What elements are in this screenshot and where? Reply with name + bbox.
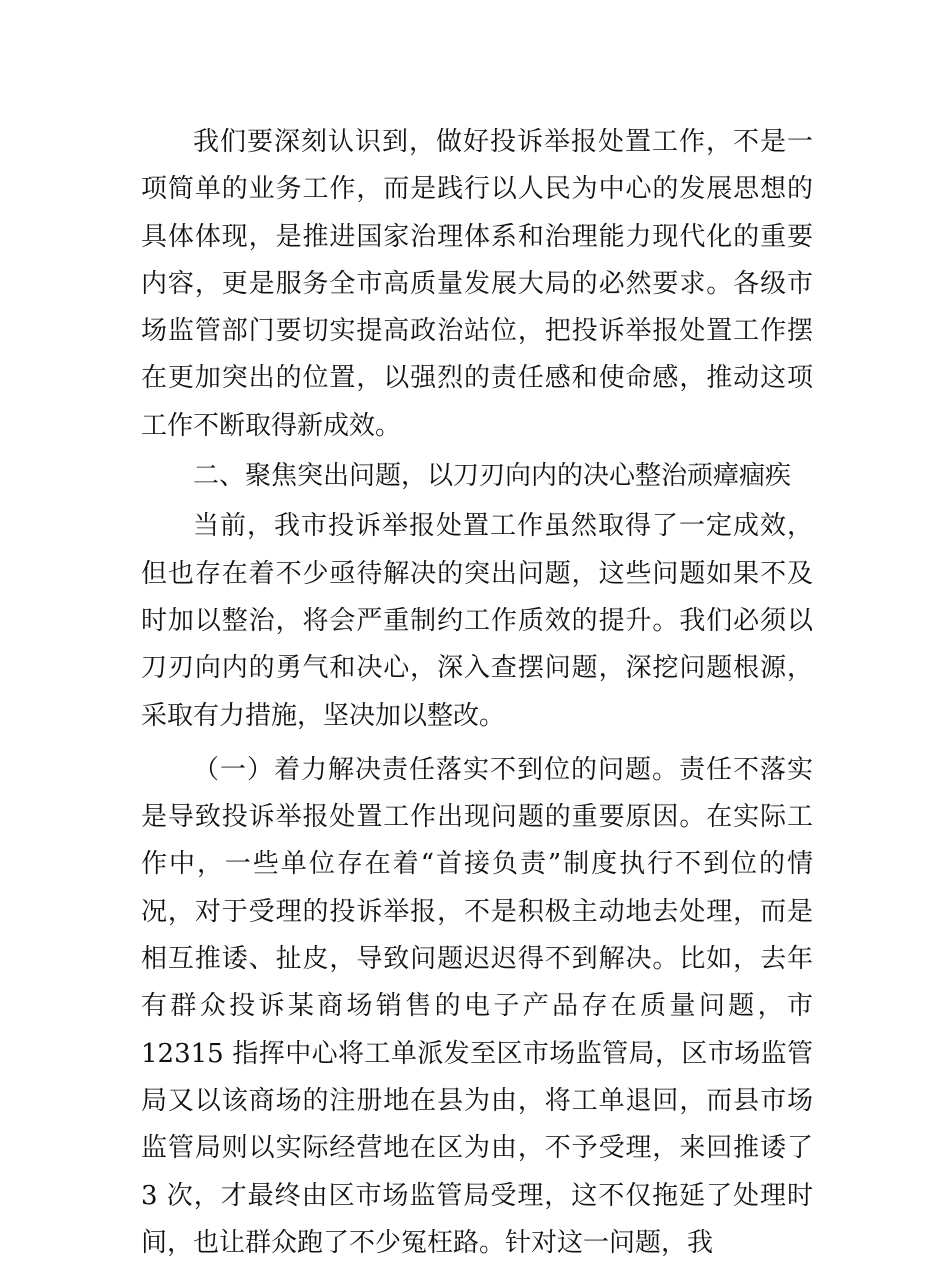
paragraph-spacer — [141, 740, 813, 747]
paragraph-responsibility: （一）着力解决责任落实不到位的问题。责任不落实是导致投诉举报处置工作出现问题的重要原因。在实际工作中，一些单位存在着“首接负责”制度执行不到位的情况，对于受理的投诉举报，不是积极主动地去处理，而是相互推诿、扯皮，导致问题迟迟得不到解决。比如，去年有群众投诉某商场销售的电子产品存在质量问题，市 12315 指挥中心将工单派发至区市场监管局，区市场监管局又以该商场的注册地在县为由，将工单退回，而县市场监管局则以实际经营地在区为由，不予受理，来回推诿了 3 次，才最终由区市场监管局受理，这不仅拖延了处理时间，也让群众跑了不少冤枉路。针对这一问题，我 — [141, 754, 813, 1258]
paragraph-intro: 我们要深刻认识到，做好投诉举报处置工作，不是一项简单的业务工作，而是践行以人民为中心的发展思想的具体体现，是推进国家治理体系和治理能力现代化的重要内容，更是服务全市高质量发展大局的必然要求。各级市场监管部门要切实提高政治站位，把投诉举报处置工作摆在更加突出的位置，以强烈的责任感和使命感，推动这项工作不断取得新成效。 — [141, 127, 813, 441]
paragraph-current-issues: 当前，我市投诉举报处置工作虽然取得了一定成效，但也存在着不少亟待解决的突出问题，这些问题如果不及时加以整治，将会严重制约工作质效的提升。我们必须以刀刃向内的勇气和决心，深入查摆问题，深挖问题根源，采取有力措施，坚决加以整改。 — [141, 511, 813, 731]
section-heading: 二、聚焦突出问题，以刀刃向内的决心整治顽瘴痼疾 — [193, 461, 792, 492]
document-body — [141, 119, 813, 1267]
